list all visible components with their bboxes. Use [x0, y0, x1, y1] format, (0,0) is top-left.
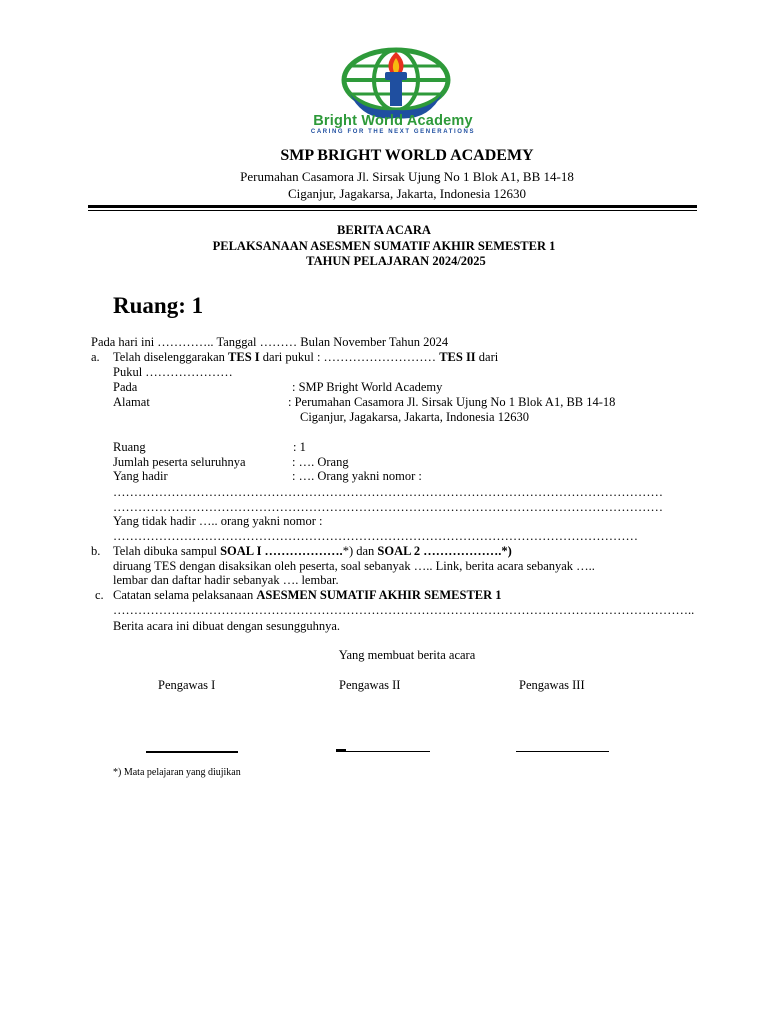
hadir-label: Yang hadir: [113, 469, 168, 483]
torch-globe-hands-logo: [336, 46, 456, 121]
ruang-value: : 1: [293, 440, 306, 454]
pengawas2-label: Pengawas II: [339, 678, 401, 692]
pada-label: Pada: [113, 380, 138, 394]
alamat-value2: Ciganjur, Jagakarsa, Jakarta, Indonesia 12630: [300, 410, 529, 424]
item-b-marker: b.: [91, 544, 101, 558]
alamat-label: Alamat: [113, 395, 150, 409]
intro-line: Pada hari ini ………….. Tanggal ……… Bulan November Tahun 2024: [91, 335, 449, 349]
hadir-value: : …. Orang yakni nomor :: [292, 469, 422, 483]
item-c-dots: …………………………………………………………………………………………………………………………..: [113, 603, 695, 617]
item-a-pukul: Pukul …………………: [113, 365, 233, 379]
header-rule-thin: [88, 210, 697, 211]
signature-heading: Yang membuat berita acara: [338, 648, 476, 662]
jumlah-label: Jumlah peserta seluruhnya: [113, 455, 246, 469]
item-a-text2: dari pukul : ………………………: [262, 350, 437, 364]
signature-line-1: [146, 751, 238, 753]
item-c-text: Catatan selama pelaksanaan: [113, 588, 254, 602]
item-a-text1: Telah diselenggarakan: [113, 350, 225, 364]
pengawas1-label: Pengawas I: [158, 678, 216, 692]
item-b-line2: diruang TES dengan disaksikan oleh peserta, soal sebanyak ….. Link, berita acara sebanyak …..: [113, 559, 595, 573]
item-b-soal2: SOAL 2 ……………….*): [377, 544, 512, 558]
title-line3: TAHUN PELAJARAN 2024/2025: [306, 254, 486, 268]
signature-line-3: [516, 751, 609, 752]
school-address-line2: Ciganjur, Jagakarsa, Jakarta, Indonesia 12630: [287, 186, 527, 201]
closing-line: Berita acara ini dibuat dengan sesungguhnya.: [113, 619, 341, 633]
title-line2: PELAKSANAAN ASESMEN SUMATIF AKHIR SEMESTER 1: [212, 239, 556, 253]
item-a-tes2: TES II: [439, 350, 476, 364]
item-b-text1: Telah dibuka sampul: [113, 544, 217, 558]
item-b-text2: *) dan: [342, 544, 375, 558]
school-address-line1: Perumahan Casamora Jl. Sirsak Ujung No 1 Blok A1, BB 14-18: [240, 169, 574, 184]
brand-name: Bright World Academy: [313, 113, 473, 129]
item-a-text3: dari: [478, 350, 499, 364]
signature-line-2: [336, 751, 430, 752]
school-name: SMP BRIGHT WORLD ACADEMY: [280, 147, 534, 164]
item-b-line3: lembar dan daftar hadir sebanyak …. lembar.: [113, 573, 339, 587]
item-c-line1: [113, 588, 502, 603]
tidak-hadir-line: Yang tidak hadir ….. orang yakni nomor :: [113, 514, 323, 528]
brand-tagline: CARING FOR THE NEXT GENERATIONS: [310, 129, 476, 135]
pada-value: : SMP Bright World Academy: [292, 380, 443, 394]
title-line1: BERITA ACARA: [337, 223, 431, 237]
item-b-line1: [113, 544, 512, 559]
item-a-tes1: TES I: [228, 350, 260, 364]
item-c-marker: c.: [95, 588, 104, 602]
item-a-marker: a.: [91, 350, 100, 364]
item-c-bold: ASESMEN SUMATIF AKHIR SEMESTER 1: [256, 588, 502, 602]
ruang-label: Ruang: [113, 440, 146, 454]
item-a-line1: [113, 350, 498, 365]
alamat-value1: : Perumahan Casamora Jl. Sirsak Ujung No 1 Blok A1, BB 14-18: [288, 395, 616, 409]
item-b-soal1: SOAL I ……………….: [220, 544, 343, 558]
jumlah-value: : …. Orang: [292, 455, 349, 469]
header-rule: [88, 205, 697, 208]
pengawas3-label: Pengawas III: [519, 678, 585, 692]
dots-line3: ………………………………………………………………………………………………………………: [113, 529, 638, 543]
dots-line1: ……………………………………………………………………………………………………………………: [113, 485, 663, 499]
footnote: *) Mata pelajaran yang diujikan: [113, 767, 241, 778]
dots-line2: ……………………………………………………………………………………………………………………: [113, 500, 663, 514]
ruang-heading: Ruang: 1: [113, 293, 204, 318]
